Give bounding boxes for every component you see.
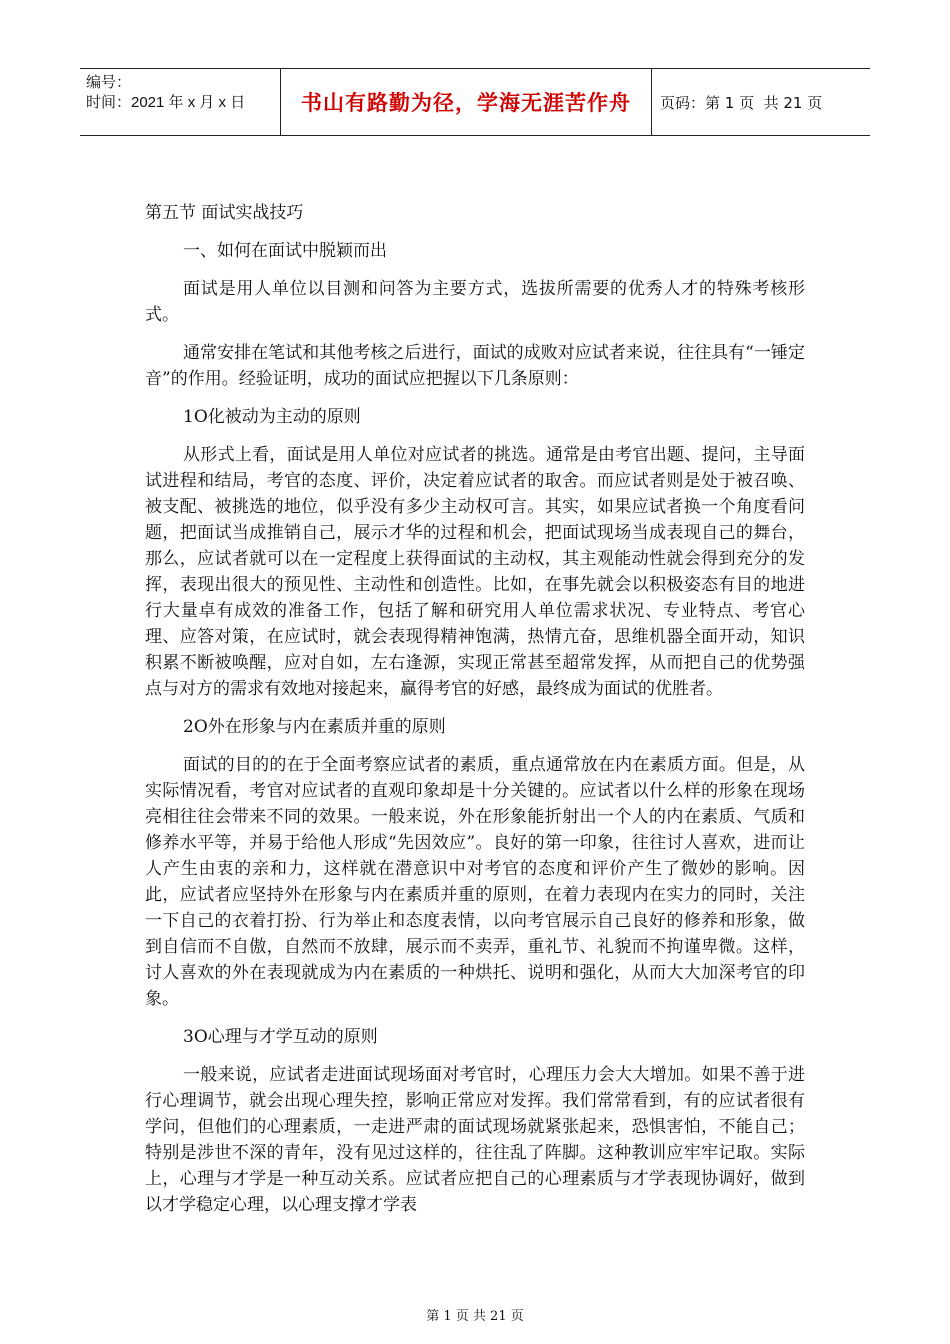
paragraph: 面试是用人单位以目测和问答为主要方式，选拔所需要的优秀人才的特殊考核形式。 [145,279,805,325]
subheading: 一、如何在面试中脱颖而出 [183,241,387,261]
page-header [80,68,870,136]
header-meta [80,69,280,135]
document-body [145,200,805,1230]
page-footer: 第 1 页 共 21 页 [426,1309,524,1324]
paragraph: 从形式上看，面试是用人单位对应试者的挑选。通常是由考官出题、提问，主导面试进程和结局，考官的态度、评价，决定着应试者的取舍。而应试者则是处于被召唤、被支配、被挑选的地位，似乎没有多少主动权可言。其实，如果应试者换一个角度看问题，把面试当成推销自己，展示才华的过程和机会，把面试现场当成表现自己的舞台，那么，应试者就可以在一定程度上获得面试的主动权，其主观能动性就会得到充分的发挥，表现出很大的预见性、主动性和创造性。比如，在事先就会以积极姿态有目的地进行大量卓有成效的准备工作，包括了解和研究用人单位需求状况、专业特点、考官心理、应答对策，在应试时，就会表现得精神饱满，热情亢奋，思维机器全面开动，知识积累不断被唤醒，应对自如，左右逢源，实现正常甚至超常发挥，从而把自己的优势强点与对方的需求有效地对接起来，赢得考官的好感，最终成为面试的优胜者。 [145,445,805,699]
paragraph: 一般来说，应试者走进面试现场面对考官时，心理压力会大大增加。如果不善于进行心理调节，就会出现心理失控，影响正常应对发挥。我们常常看到，有的应试者很有学问，但他们的心理素质，一走进严肃的面试现场就紧张起来，恐惧害怕，不能自己；特别是涉世不深的青年，没有见过这样的，往往乱了阵脚。这种教训应牢牢记取。实际上，心理与才学是一种互动关系。应试者应把自己的心理素质与才学表现协调好，做到以才学稳定心理，以心理支撑才学表 [145,1065,805,1215]
header-page-info: 页码：第 1 页 共 21 页 [660,93,823,112]
paragraph: 通常安排在笔试和其他考核之后进行，面试的成败对应试者来说，往往具有“一锤定音”的作用。经验证明，成功的面试应把握以下几条原则： [145,343,805,389]
principle-heading: 3О心理与才学互动的原则 [183,1027,378,1047]
section-title: 第五节 面试实战技巧 [145,203,304,223]
document-number-label: 编号： [86,74,132,91]
principle-heading: 2О外在形象与内在素质并重的原则 [183,717,446,737]
principle-heading: 1О化被动为主动的原则 [183,407,361,427]
paragraph: 面试的目的的在于全面考察应试者的素质，重点通常放在内在素质方面。但是，从实际情况看，考官对应试者的直观印象却是十分关键的。应试者以什么样的形象在现场亮相往往会带来不同的效果。一般来说，外在形象能折射出一个人的内在素质、气质和修养水平等，并易于给他人形成“先因效应”。良好的第一印象，往往讨人喜欢，进而让人产生由衷的亲和力，这样就在潜意识中对考官的态度和评价产生了微妙的影响。因此，应试者应坚持外在形象与内在素质并重的原则，在着力表现内在实力的同时，关注一下自己的衣着打扮、行为举止和态度表情，以向考官展示自己良好的修养和形象，做到自信而不自傲，自然而不放肆，展示而不卖弄，重礼节、礼貌而不拘谨卑微。这样，讨人喜欢的外在表现就成为内在素质的一种烘托、说明和强化，从而大大加深考官的印象。 [145,755,805,1009]
document-date: 时间：2021 年 x 月 x 日 [86,94,246,111]
header-motto: 书山有路勤为径，学海无涯苦作舟 [280,69,652,135]
